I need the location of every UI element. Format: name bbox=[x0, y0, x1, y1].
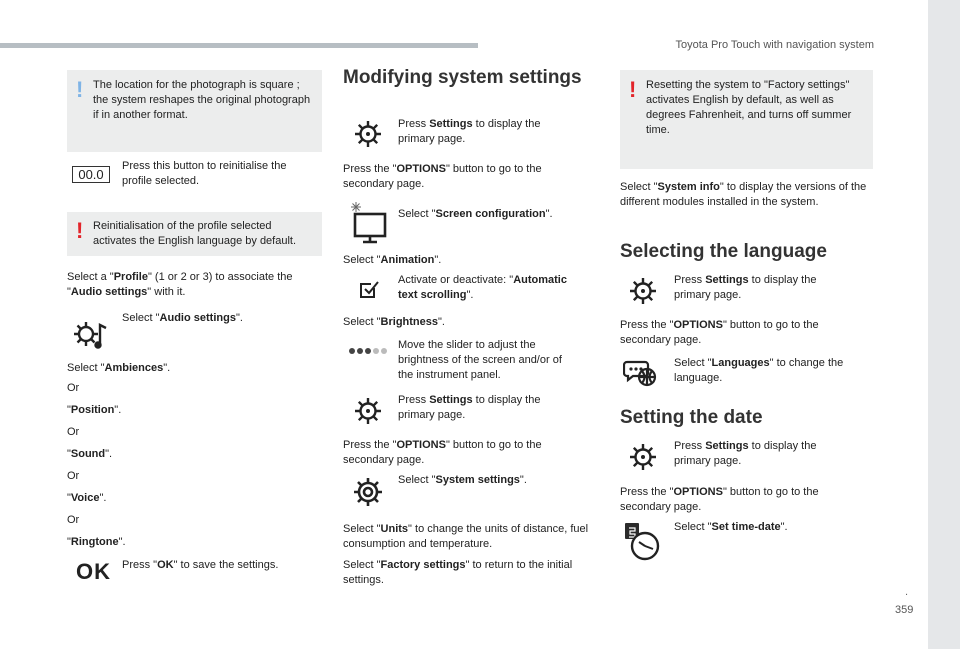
warning-mark-icon: ! bbox=[76, 218, 84, 243]
settings-gear-icon bbox=[629, 277, 657, 305]
or-1: Or bbox=[67, 382, 80, 394]
reset-button-icon: 00.0 bbox=[72, 166, 110, 183]
info-note: ! The location for the photograph is square ; the system reshapes the original photograph if in another format. bbox=[67, 70, 322, 152]
reset-text: Press this button to reinitialise the profile selected. bbox=[122, 160, 287, 187]
factory-warning-note: ! Resetting the system to "Factory settings" activates English by default, as well as degrees Fahrenheit, and turns off summer time. bbox=[620, 70, 873, 169]
press-settings-text-3: Press Settings to display the primary page. bbox=[674, 274, 817, 301]
ok-button-icon: OK bbox=[76, 559, 111, 584]
section-title-language: Selecting the language bbox=[620, 241, 827, 262]
press-settings-text-2: Press Settings to display the primary page. bbox=[398, 394, 541, 421]
continued-mark: . bbox=[905, 586, 909, 598]
auto-scroll-text: Activate or deactivate: "Automatic text scrolling". bbox=[398, 274, 567, 301]
screen-configuration-text: Select "Screen configuration". bbox=[398, 208, 553, 220]
set-time-date-text: Select "Set time-date". bbox=[674, 521, 788, 533]
languages-text: Select "Languages" to change the language. bbox=[674, 357, 844, 384]
warning-note: ! Reinitialisation of the profile selected activates the English language by default. bbox=[67, 212, 322, 256]
position-option: "Position". bbox=[67, 404, 122, 416]
checkbox-icon bbox=[358, 278, 380, 300]
ringtone-option: "Ringtone". bbox=[67, 536, 126, 548]
profile-text: Select a "Profile" (1 or 2 or 3) to associate the "Audio settings" with it. bbox=[67, 271, 293, 298]
press-settings-text-1: Press Settings to display the primary page. bbox=[398, 118, 541, 145]
settings-gear-icon bbox=[629, 443, 657, 471]
options-text-1: Press the "OPTIONS" button to go to the secondary page. bbox=[343, 163, 542, 190]
section-title-system-settings: Modifying system settings bbox=[343, 67, 582, 88]
calendar-clock-icon bbox=[624, 522, 664, 562]
screen-configuration-icon bbox=[348, 200, 388, 244]
system-settings-icon bbox=[352, 476, 384, 508]
options-text-2: Press the "OPTIONS" button to go to the secondary page. bbox=[343, 439, 542, 466]
sound-option: "Sound". bbox=[67, 448, 113, 460]
settings-gear-icon bbox=[354, 397, 382, 425]
brightness-text: Select "Brightness". bbox=[343, 316, 445, 328]
system-info-text: Select "System info" to display the versions of the different modules installed in the system. bbox=[620, 181, 867, 208]
warning-mark-icon: ! bbox=[629, 77, 637, 102]
press-settings-text-4: Press Settings to display the primary page. bbox=[674, 440, 817, 467]
units-text: Select "Units" to change the units of distance, fuel consumption and temperature. bbox=[343, 523, 589, 550]
system-settings-text: Select "System settings". bbox=[398, 474, 527, 486]
settings-gear-icon bbox=[354, 120, 382, 148]
header-title: Toyota Pro Touch with navigation system bbox=[675, 39, 874, 51]
ambiences-text: Select "Ambiences". bbox=[67, 362, 171, 374]
languages-icon bbox=[623, 359, 659, 389]
factory-settings-text: Select "Factory settings" to return to the initial settings. bbox=[343, 559, 573, 586]
page-edge-bar bbox=[928, 0, 960, 649]
ok-text: Press "OK" to save the settings. bbox=[122, 559, 279, 571]
voice-option: "Voice". bbox=[67, 492, 107, 504]
section-title-date: Setting the date bbox=[620, 407, 763, 428]
audio-settings-text: Select "Audio settings". bbox=[122, 312, 243, 324]
info-mark-icon: ! bbox=[76, 77, 84, 102]
header-rule bbox=[0, 43, 478, 48]
options-text-4: Press the "OPTIONS" button to go to the secondary page. bbox=[620, 486, 819, 513]
or-3: Or bbox=[67, 470, 80, 482]
animation-text: Select "Animation". bbox=[343, 254, 442, 266]
audio-settings-icon bbox=[73, 318, 109, 352]
or-4: Or bbox=[67, 514, 80, 526]
page-number: 359 bbox=[895, 604, 914, 616]
brightness-slider-icon bbox=[347, 346, 387, 356]
or-2: Or bbox=[67, 426, 80, 438]
slider-text: Move the slider to adjust the brightness of the screen and/or of the instrument panel. bbox=[398, 339, 562, 381]
options-text-3: Press the "OPTIONS" button to go to the secondary page. bbox=[620, 319, 819, 346]
